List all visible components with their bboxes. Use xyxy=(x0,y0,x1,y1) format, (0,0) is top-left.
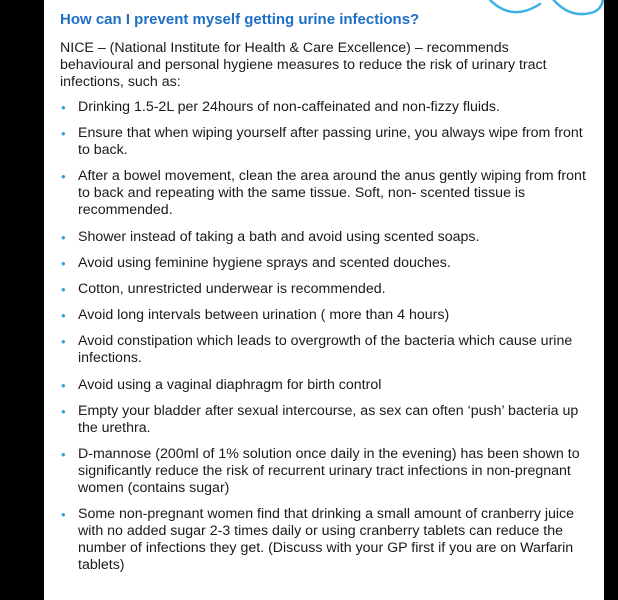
bullet-dot-icon: • xyxy=(61,334,66,350)
list-item-text: Ensure that when wiping yourself after passing urine, you always wipe from front to back. xyxy=(78,125,583,159)
list-item xyxy=(60,229,590,246)
bullet-dot-icon: • xyxy=(61,507,66,523)
list-item xyxy=(60,377,590,394)
prevention-list xyxy=(60,99,590,583)
bullet-dot-icon: • xyxy=(61,229,66,245)
list-item xyxy=(60,255,590,272)
document-page xyxy=(44,0,604,600)
list-item xyxy=(60,281,590,298)
list-item-text: After a bowel movement, clean the area around the anus gently wiping from front to back and repeating with the same tissue. Soft, non- scented tissue is recommended. xyxy=(78,168,586,219)
list-item-text: Avoid constipation which leads to overgrowth of the bacteria which cause urine infections. xyxy=(78,333,573,367)
list-item-text: Some non-pregnant women find that drinking a small amount of cranberry juice with no added sugar 2-3 times daily or using cranberry tablets can reduce the number of infections they get. (Discuss with your GP first if you are on Warfarin tablets) xyxy=(78,506,575,574)
list-item xyxy=(60,307,590,324)
decorative-logo-swirl xyxy=(482,0,604,20)
list-item xyxy=(60,168,590,219)
bullet-dot-icon: • xyxy=(61,100,66,115)
list-item-text: Cotton, unrestricted underwear is recommended. xyxy=(78,280,386,297)
list-item xyxy=(60,125,590,159)
list-item xyxy=(60,446,590,497)
list-item-text: Avoid using feminine hygiene sprays and scented douches. xyxy=(78,254,451,271)
list-item-text: Empty your bladder after sexual intercourse, as sex can often ‘push’ bacteria up the urethra. xyxy=(78,402,579,436)
list-item xyxy=(60,99,590,116)
bullet-dot-icon: • xyxy=(61,126,66,142)
list-item-text: D-mannose (200ml of 1% solution once daily in the evening) has been shown to significantly reduce the risk of recurrent urinary tract infections in non-pregnant women (contains sugar) xyxy=(78,445,580,496)
list-item-text: Avoid using a vaginal diaphragm for birth control xyxy=(78,376,382,393)
list-item xyxy=(60,333,590,367)
bullet-dot-icon: • xyxy=(61,377,66,393)
list-item xyxy=(60,506,590,574)
page-heading: How can I prevent myself getting urine infections? xyxy=(60,11,420,28)
intro-paragraph: NICE – (National Institute for Health & Care Excellence) – recommends behavioural and personal hygiene measures to reduce the risk of urinary tract infections, such as: xyxy=(60,40,547,90)
list-item-text: Shower instead of taking a bath and avoid using scented soaps. xyxy=(78,228,480,245)
bullet-dot-icon: • xyxy=(61,403,66,419)
bullet-dot-icon: • xyxy=(61,308,66,324)
list-item xyxy=(60,403,590,437)
bullet-dot-icon: • xyxy=(61,281,66,297)
list-item-text: Drinking 1.5-2L per 24hours of non-caffeinated and non-fizzy fluids. xyxy=(78,99,500,115)
list-item-text: Avoid long intervals between urination ( more than 4 hours) xyxy=(78,307,450,324)
bullet-dot-icon: • xyxy=(61,255,66,271)
bullet-dot-icon: • xyxy=(61,169,66,185)
bullet-dot-icon: • xyxy=(61,446,66,462)
